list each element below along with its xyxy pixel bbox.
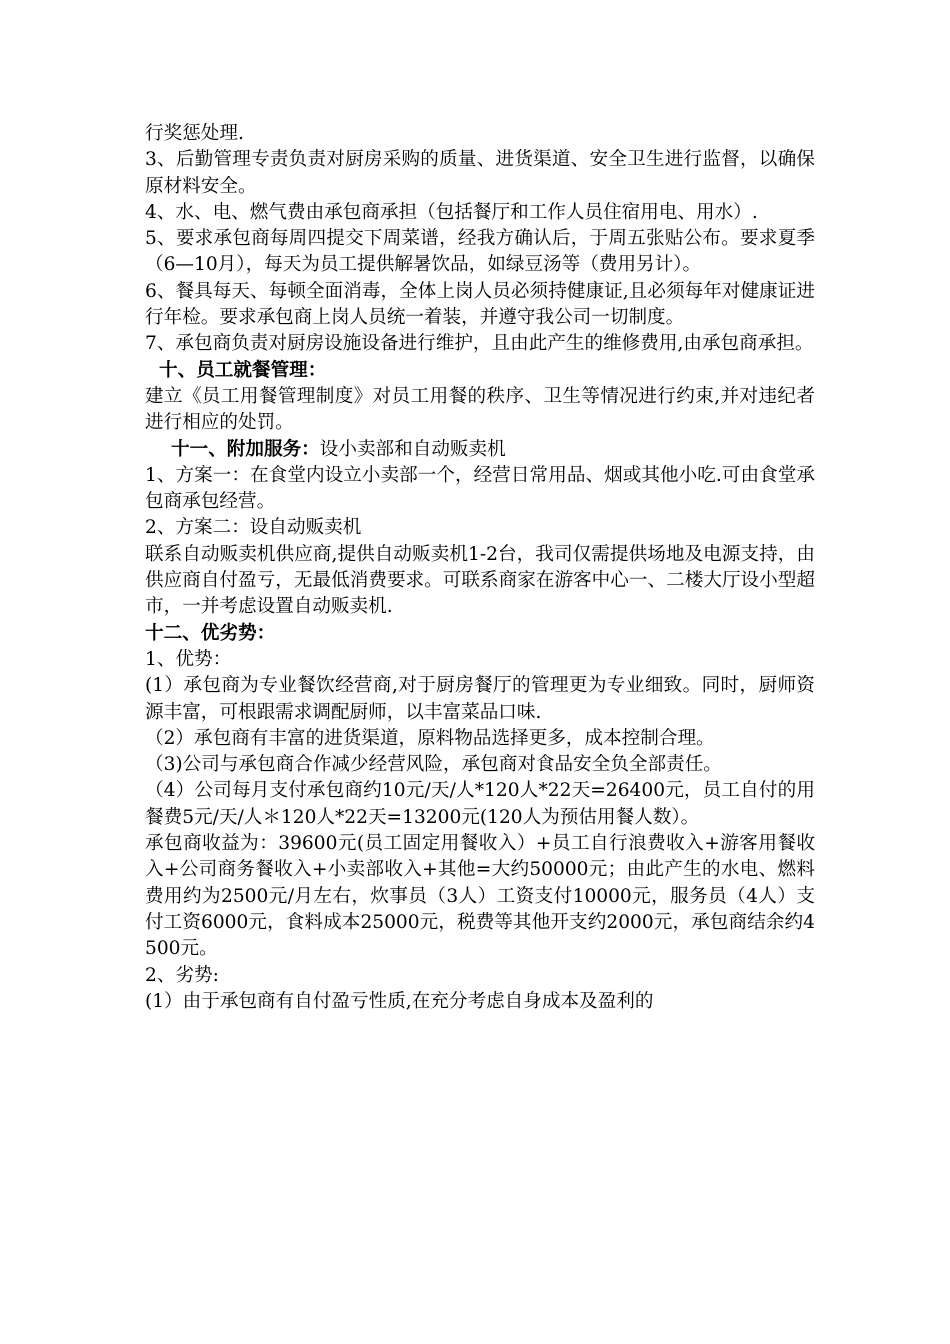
section-10-body: 建立《员工用餐管理制度》对员工用餐的秩序、卫生等情况进行约束,并对违纪者进行相应的处罚。	[145, 385, 815, 434]
section-11-item-2-body: 联系自动贩卖机供应商,提供自动贩卖机1-2台，我司仅需提供场地及电源支持，由供应商自付盈亏，无最低消费要求。可联系商家在游客中心一、二楼大厅设小型超市，一并考虑设置自动贩卖机.	[145, 543, 815, 618]
section-12-adv-4: （4）公司每月支付承包商约10元/天/人*120人*22天=26400元，员工自付的用餐费5元/天/人＊120人*22天=13200元(120人为预估用餐人数）。	[145, 780, 815, 828]
paragraph-continued: 行奖惩处理.	[145, 123, 244, 144]
section-heading-11-rest: 设小卖部和自动贩卖机	[319, 438, 506, 460]
section-12-advantages: 1、优势：	[145, 648, 232, 670]
section-12-contractor-income: 承包商收益为：39600元(员工固定用餐收入）+员工自行浪费收入+游客用餐收入+公司商务餐收入+小卖部收入+其他=大约50000元；由此产生的水电、燃料费用约为2500元/月左右，炊事员（3人）工资支付10000元，服务员（4人）支付工资6000元，食料成本25000元，税费等其他开支约2000元，承包商结余约4500元。	[145, 833, 815, 960]
paragraph-item-3: 3、后勤管理专责负责对厨房采购的质量、进货渠道、安全卫生进行监督，以确保原材料安全。	[145, 149, 815, 197]
paragraph-item-4: 4、水、电、燃气费由承包商承担（包括餐厅和工作人员住宿用电、用水）.	[145, 201, 758, 223]
section-12-disadvantages: 2、劣势:	[145, 964, 219, 986]
section-11-item-2: 2、方案二：设自动贩卖机	[145, 517, 362, 539]
section-11-item-1: 1、方案一：在食堂内设立小卖部一个，经营日常用品、烟或其他小吃.可由食堂承包商承包经营。	[145, 464, 815, 513]
section-12-adv-1: (1）承包商为专业餐饮经营商,对于厨房餐厅的管理更为专业细致。同时，厨师资源丰富，可根跟需求调配厨师，以丰富菜品口味.	[145, 675, 815, 723]
section-heading-12: 十二、优劣势：	[145, 622, 276, 644]
section-heading-11-bold: 十一、附加服务：	[171, 438, 320, 460]
section-12-adv-2: （2）承包商有丰富的进货渠道，原料物品选择更多，成本控制合理。	[145, 727, 715, 749]
section-12-dis-1: (1）由于承包商有自付盈亏性质,在充分考虑自身成本及盈利的	[145, 990, 654, 1012]
section-12-adv-3: （3)公司与承包商合作减少经营风险，承包商对食品安全负全部责任。	[145, 754, 722, 776]
section-heading-11	[145, 437, 815, 463]
paragraph-item-7: 7、承包商负责对厨房设施设备进行维护，且由此产生的维修费用,由承包商承担。	[145, 333, 814, 355]
paragraph-item-6: 6、餐具每天、每顿全面消毒，全体上岗人员必须持健康证,且必须每年对健康证进行年检。要求承包商上岗人员统一着装，并遵守我公司一切制度。	[145, 280, 815, 329]
paragraph-item-5: 5、要求承包商每周四提交下周菜谱，经我方确认后，于周五张贴公布。要求夏季（6—10月），每天为员工提供解暑饮品，如绿豆汤等（费用另计）。	[145, 228, 815, 276]
document-page	[145, 121, 815, 1015]
section-heading-10: 十、员工就餐管理：	[159, 359, 327, 381]
